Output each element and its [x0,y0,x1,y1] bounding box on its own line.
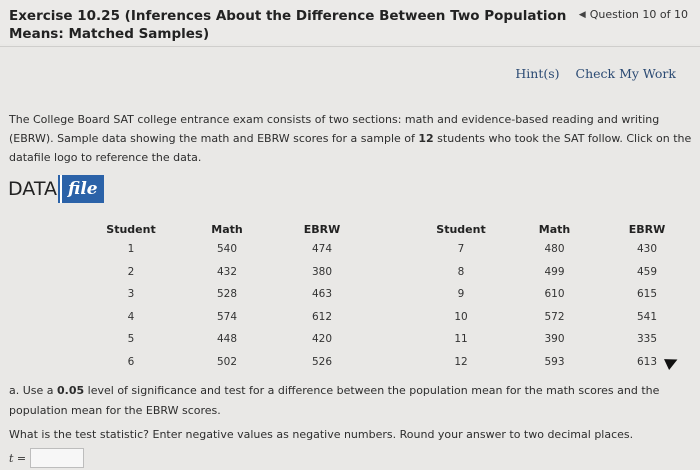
intro-text-2: students who took the SAT follow. Click on the datafile logo to reference the data. [9,132,692,164]
hints-link[interactable]: Hint(s) [515,66,560,81]
col-student-2: Student [436,222,486,236]
table-header-row [85,220,692,238]
table-row [85,261,692,284]
cell: 6 [127,355,135,368]
datafile-logo[interactable] [8,175,104,203]
cell: 540 [216,243,238,256]
cell: 474 [311,243,333,256]
scores-table [85,220,692,373]
cell: 502 [216,355,238,368]
cell: 572 [544,310,565,323]
cell: 615 [636,288,658,301]
part-a-suffix: level of significance and test for a difference between the population mean for the math scores and the population mean for the EBRW scores. [9,384,660,417]
cell: 9 [457,288,465,301]
col-math-2: Math [538,222,571,236]
significance-level: 0.05 [57,384,85,397]
cell: 499 [544,265,565,278]
cell: 3 [127,288,135,301]
cell: 390 [544,333,565,346]
t-stat-label: t = [9,451,27,465]
cell: 420 [311,333,333,346]
table-row [85,306,692,329]
col-student: Student [106,222,156,236]
cell: 11 [454,333,468,346]
cell: 10 [454,310,468,323]
cell: 541 [636,310,658,323]
question-nav-label: Question 10 of 10 [589,8,688,21]
table-row [85,238,692,261]
cell: 12 [454,355,468,368]
table-row [85,283,692,306]
cell: 574 [216,310,238,323]
col-gap [367,220,415,238]
col-ebrw: EBRW [303,222,341,236]
gap-cell [367,328,415,351]
cell: 8 [457,265,465,278]
gap-cell [367,351,415,374]
cell: 2 [127,265,135,278]
cell: 4 [127,310,135,323]
col-math: Math [211,222,243,236]
gap-cell [367,238,415,261]
problem-intro [9,110,693,167]
question-text: What is the test statistic? Enter negative values as negative numbers. Round your answer to two decimal places. [9,428,634,441]
gap-cell [367,306,415,329]
cell: 528 [216,288,238,301]
header-bar [0,0,700,44]
cell: 5 [127,333,135,346]
gap-cell [367,283,415,306]
col-ebrw-2: EBRW [628,222,666,236]
triangle-left-icon[interactable]: ◀ [578,9,586,20]
check-my-work-link[interactable]: Check My Work [575,66,676,81]
part-a-text [9,381,693,421]
question-nav[interactable] [579,8,688,21]
intro-text-1: The College Board SAT college entrance exam consists of two sections: math and evidence-based reading and writing (EBRW). Sample data showing the math and EBRW scores for a sample of [9,113,660,145]
cell: 1 [127,243,135,256]
exercise-title: Exercise 10.25 (Inferences About the Difference Between Two Population Means: Matched Samples) [9,8,567,42]
cell: 432 [216,265,238,278]
part-a-prefix: a. Use a [9,384,58,397]
help-links [515,66,676,81]
cell: 463 [311,288,333,301]
cell: 480 [544,243,565,256]
cell: 7 [457,243,465,256]
cell: 459 [636,265,658,278]
cell: 526 [311,355,333,368]
cell: 612 [311,310,333,323]
table-row [85,351,692,374]
cell: 448 [216,333,238,346]
cell: 610 [544,288,565,301]
sample-count: 12 [418,132,434,145]
table-row [85,328,692,351]
cell: 593 [544,355,565,368]
answer-row [9,448,84,468]
header-divider [0,46,700,47]
gap-cell [367,261,415,284]
datafile-file-text: file [60,175,104,203]
t-stat-input[interactable] [30,448,84,468]
cell: 380 [311,265,333,278]
cell: 613 [636,355,658,368]
datafile-data-text: DATA [8,178,57,200]
cell: 335 [636,333,658,346]
cell: 430 [636,243,658,256]
